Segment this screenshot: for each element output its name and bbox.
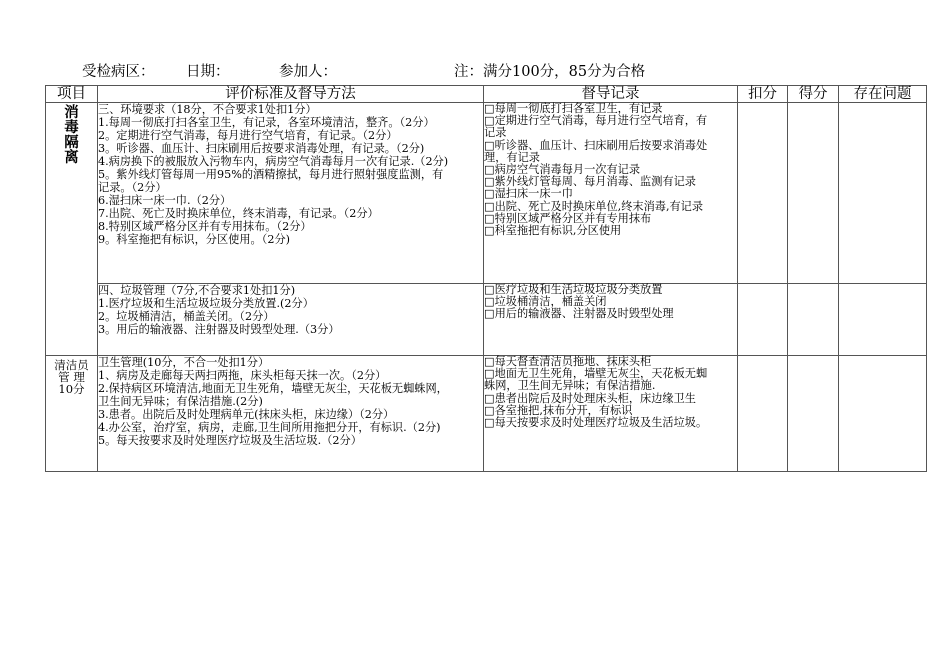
criteria-item: 4.办公室，治疗室，病房，走廊,卫生间所用拖把分开，有标识.（2分) <box>98 421 441 434</box>
record-item: □医疗垃圾和生活垃圾垃圾分类放置 <box>484 283 663 296</box>
project-char: 毒 <box>64 119 79 136</box>
issues-cell[interactable] <box>839 103 927 284</box>
criteria-item: 6.湿扫床一床一巾.（2分） <box>98 194 232 207</box>
inspection-table <box>45 85 927 472</box>
record-item: □湿扫床一床一巾 <box>484 187 573 201</box>
project-cell-disinfection <box>46 103 98 356</box>
criteria-cell <box>98 356 484 472</box>
record-item: □科室拖把有标识,分区使用 <box>484 224 622 238</box>
record-item: 蛛网，卫生间无异味；有保洁措施. <box>484 379 656 393</box>
deduct-cell[interactable] <box>738 356 788 472</box>
criteria-item: 卫生间无异味；有保洁措施.(2分) <box>98 395 263 408</box>
score-note: 注：满分100分，85分为合格 <box>454 64 646 80</box>
col-deduct-header: 扣分 <box>738 86 788 103</box>
criteria-item: 1.每周一彻底打扫各室卫生，有记录，各室环境清洁，整齐。（2分） <box>98 116 435 129</box>
project-char: 隔 <box>64 134 79 151</box>
criteria-item: 5。紫外线灯管每周一用95%的酒精擦拭，每月进行照射强度监测，有 <box>98 168 444 181</box>
record-item: □每周一彻底打扫各室卫生，有记录 <box>484 102 663 115</box>
col-issues-header: 存在问题 <box>839 86 927 103</box>
criteria-item: 2.保持病区环境清洁,地面无卫生死角，墙壁无灰尘，天花板无蜘蛛网， <box>98 382 448 395</box>
record-item: □每天按要求及时处理医疗垃圾及生活垃圾。 <box>484 416 708 430</box>
deduct-cell[interactable] <box>738 284 788 356</box>
col-score-header: 得分 <box>788 86 839 103</box>
record-item: □各室拖把,抹布分开，有标识 <box>484 403 633 417</box>
table-header-row <box>46 86 927 103</box>
project-char: 消 <box>64 104 79 121</box>
record-item: □出院、死亡及时换床单位,终末消毒,有记录 <box>484 199 704 213</box>
project-line: 清洁员 <box>54 358 89 372</box>
criteria-item: 3。听诊器、血压计、扫床刷用后按要求消毒处理，有记录。（2分) <box>98 142 425 155</box>
record-cell <box>484 356 738 472</box>
criteria-cell <box>98 284 484 356</box>
record-item: □每天督查清洁员拖地、抹床头柜 <box>484 355 652 368</box>
record-item: □听诊器、血压计、扫床刷用后按要求消毒处 <box>484 138 708 152</box>
criteria-heading: 四、垃圾管理（7分,不合要求1处扣1分) <box>98 284 296 297</box>
score-cell[interactable] <box>788 356 839 472</box>
deduct-cell[interactable] <box>738 103 788 284</box>
project-cell-cleaner <box>46 356 98 472</box>
date-label: 日期： <box>186 64 230 80</box>
score-cell[interactable] <box>788 284 839 356</box>
record-cell <box>484 103 738 284</box>
criteria-item: 3。用后的输液器、注射器及时毁型处理.（3分） <box>98 323 340 336</box>
criteria-item: 1、病房及走廊每天两扫两拖，床头柜每天抹一次。（2分） <box>98 369 387 382</box>
record-item: □特别区域严格分区并有专用抹布 <box>484 211 652 225</box>
criteria-item: 3.患者。出院后及时处理病单元(抹床头柜，床边缘）（2分） <box>98 408 395 421</box>
criteria-item: 8.特别区域严格分区并有专用抹布。（2分） <box>98 220 312 233</box>
record-item: □用后的输液器、注射器及时毁型处理 <box>484 307 674 321</box>
ward-label: 受检病区： <box>82 64 155 80</box>
criteria-item: 1.医疗垃圾和生活垃圾垃圾分类放置.(2分） <box>98 297 314 310</box>
record-item: □病房空气消毒每月一次有记录 <box>484 163 641 177</box>
table-row <box>46 284 927 356</box>
project-line: 10分 <box>58 382 85 396</box>
score-cell[interactable] <box>788 103 839 284</box>
record-item: 理，有记录 <box>484 150 540 164</box>
record-cell <box>484 284 738 356</box>
criteria-heading: 三、环境要求（18分，不合要求1处扣1分） <box>98 103 317 116</box>
project-line: 管 理 <box>58 370 85 384</box>
criteria-heading: 卫生管理(10分，不合一处扣1分） <box>98 356 270 369</box>
criteria-item: 2。定期进行空气消毒，每月进行空气培育，有记录。（2分） <box>98 129 398 142</box>
project-char: 离 <box>64 149 79 166</box>
issues-cell[interactable] <box>839 356 927 472</box>
record-item: 记录 <box>484 126 507 140</box>
criteria-item: 4.病房换下的被服放入污物车内，病房空气消毒每月一次有记录.（2分) <box>98 155 449 168</box>
table-row <box>46 356 927 472</box>
col-project-header: 项目 <box>46 86 98 103</box>
issues-cell[interactable] <box>839 284 927 356</box>
criteria-cell <box>98 103 484 284</box>
table-row <box>46 103 927 284</box>
record-item: □定期进行空气消毒，每月进行空气培育，有 <box>484 114 708 128</box>
col-criteria-header: 评价标准及督导方法 <box>98 86 484 103</box>
participants-label: 参加人： <box>279 64 337 80</box>
criteria-item: 5。每天按要求及时处理医疗垃圾及生活垃圾.（2分） <box>98 434 362 447</box>
criteria-item: 9。科室拖把有标识，分区使用。（2分) <box>98 233 291 246</box>
criteria-item: 7.出院、死亡及时换床单位，终末消毒，有记录。（2分） <box>98 207 379 220</box>
col-record-header: 督导记录 <box>484 86 738 103</box>
record-item: □地面无卫生死角，墙壁无灰尘，天花板无蜘 <box>484 367 708 381</box>
record-item: □紫外线灯管每周、每月消毒、监测有记录 <box>484 175 696 189</box>
record-item: □患者出院后及时处理床头柜，床边缘卫生 <box>484 391 696 405</box>
criteria-item: 2。垃圾桶清洁，桶盖关闭。（2分） <box>98 310 275 323</box>
record-item: □垃圾桶清洁，桶盖关闭 <box>484 295 607 309</box>
criteria-item: 记录。（2分） <box>98 181 167 194</box>
